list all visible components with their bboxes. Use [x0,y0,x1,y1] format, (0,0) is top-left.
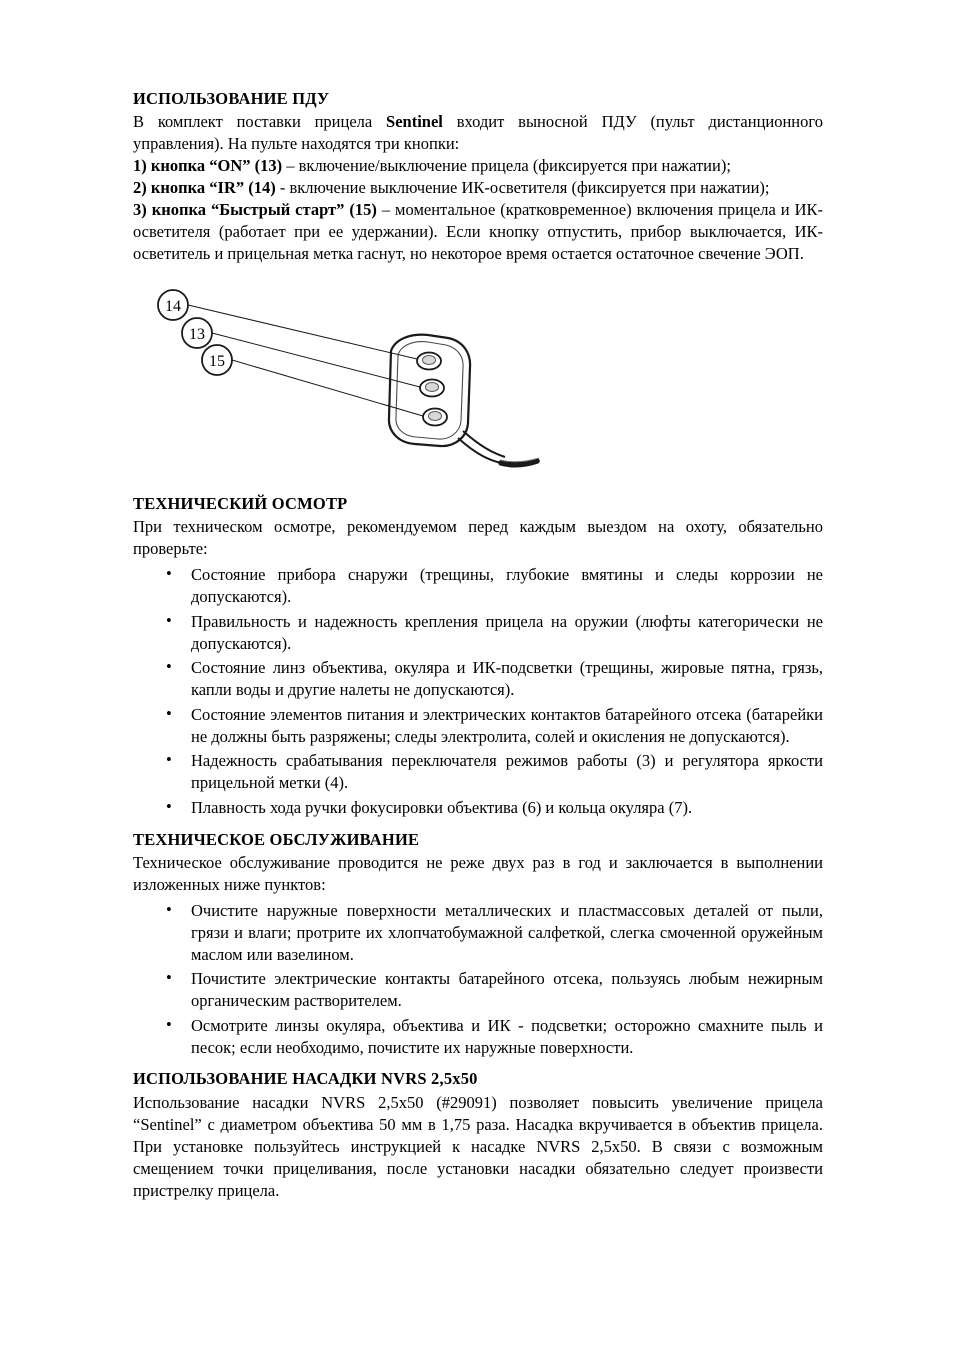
technical-maintenance-intro: Техническое обслуживание проводится не реже двух раз в год и заключается в выполнении изложенных ниже пунктов: [133,853,823,895]
technical-maintenance-list [133,900,823,1058]
bullet-icon: • [166,796,172,816]
remote-button-2-desc: - включение выключение ИК-осветителя (фиксируется при нажатии); [275,178,770,198]
bullet-icon: • [166,968,172,988]
list-item [133,657,823,701]
list-item [133,797,823,819]
page-content [133,88,823,1202]
product-name: Sentinel [386,112,443,132]
list-item-text: Состояние линз объектива, окуляра и ИК-подсветки (трещины, жировые пятна, грязь, капли воды и другие налеты не допускаются). [191,658,823,700]
list-item [133,704,823,748]
bullet-icon: • [166,703,172,723]
intro-text-a: В комплект поставки прицела [133,112,387,132]
list-item [133,611,823,655]
bullet-icon: • [166,564,172,584]
list-item-text: Плавность хода ручки фокусировки объектива (6) и кольца окуляра (7). [191,797,693,817]
list-item-text: Почистите электрические контакты батарейного отсека, пользуясь любым нежирным органическим растворителем. [191,969,823,1011]
remote-button-item-2 [133,177,823,199]
remote-control-intro [133,111,823,155]
section-heading-nvrs-attachment: ИСПОЛЬЗОВАНИЕ НАСАДКИ NVRS 2,5x50 [133,1069,478,1089]
technical-inspection-intro: При техническом осмотре, рекомендуемом перед каждым выездом на охоту, обязательно проверьте: [133,517,823,559]
bullet-icon: • [166,610,172,630]
list-item [133,900,823,965]
bullet-icon: • [166,657,172,677]
nvrs-attachment-body: Использование насадки NVRS 2,5x50 (#29091) позволяет повысить увеличение прицела “Sentinel” с диаметром объектива 50 мм в 1,75 раза. Насадка вкручивается в объектив прицела. При установке пользуйтесь инструкцией к насадке NVRS 2,5x50. В связи с возможным смещением точки прицеливания, после установки насадки обязательно следует произвести пристрелку прицела. [133,1092,823,1200]
list-item-text: Осмотрите линзы окуляра, объектива и ИК - подсветки; осторожно смахните пыль и песок; если необходимо, почистите их наружные поверхности. [191,1015,823,1057]
svg-text:13: 13 [189,326,205,343]
list-item [133,750,823,794]
remote-button-item-3 [133,199,823,265]
list-item-text: Надежность срабатывания переключателя режимов работы (3) и регулятора яркости прицельной метки (4). [191,751,823,793]
section-heading-technical-inspection: ТЕХНИЧЕСКИЙ ОСМОТР [133,494,348,513]
list-item [133,1015,823,1059]
remote-button-2-label: 2) кнопка “IR” (14) [133,178,276,198]
remote-control-figure [133,271,823,486]
technical-inspection-list [133,564,823,818]
bullet-icon: • [166,750,172,770]
list-item [133,564,823,608]
list-item [133,968,823,1012]
list-item-text: Очистите наружные поверхности металлических и пластмассовых деталей от пыли, грязи и влаги; протрите их хлопчатобумажной салфеткой, слегка смоченной оружейным маслом или вазелином. [191,901,823,964]
bullet-icon: • [166,1014,172,1034]
list-item-text: Состояние прибора снаружи (трещины, глубокие вмятины и следы коррозии не допускаются). [191,565,823,607]
remote-button-3-label: 3) кнопка “Быстрый старт” (15) [133,200,377,220]
svg-text:15: 15 [209,353,225,370]
section-heading-technical-maintenance: ТЕХНИЧЕСКОЕ ОБСЛУЖИВАНИЕ [133,829,420,849]
remote-button-1-label: 1) кнопка “ON” (13) [133,156,283,176]
remote-button-item-1 [133,155,823,177]
section-heading-remote-control: ИСПОЛЬЗОВАНИЕ ПДУ [133,89,330,108]
intro-text-b: входит выносной ПДУ (пульт дистанционного управления). На пульте находятся три кнопки: [133,112,823,154]
bullet-icon: • [166,900,172,920]
remote-button-3-desc: – моментальное (кратковременное) включения прицела и ИК-осветителя (работает при ее удержании). Если кнопку отпустить, прибор выключается, ИК-осветитель и прицельная метка гаснут, но некоторое время остается остаточное свечение ЭОП. [133,200,823,264]
remote-button-1-desc: – включение/выключение прицела (фиксируется при нажатии); [282,156,731,176]
list-item-text: Состояние элементов питания и электрических контактов батарейного отсека (батарейки не должны быть разряжены; следы электролита, солей и окисления не допускаются). [191,704,823,746]
list-item-text: Правильность и надежность крепления прицела на оружии (люфты категорически не допускаются). [191,611,823,653]
svg-text:14: 14 [165,298,181,315]
remote-control-diagram [133,271,823,486]
